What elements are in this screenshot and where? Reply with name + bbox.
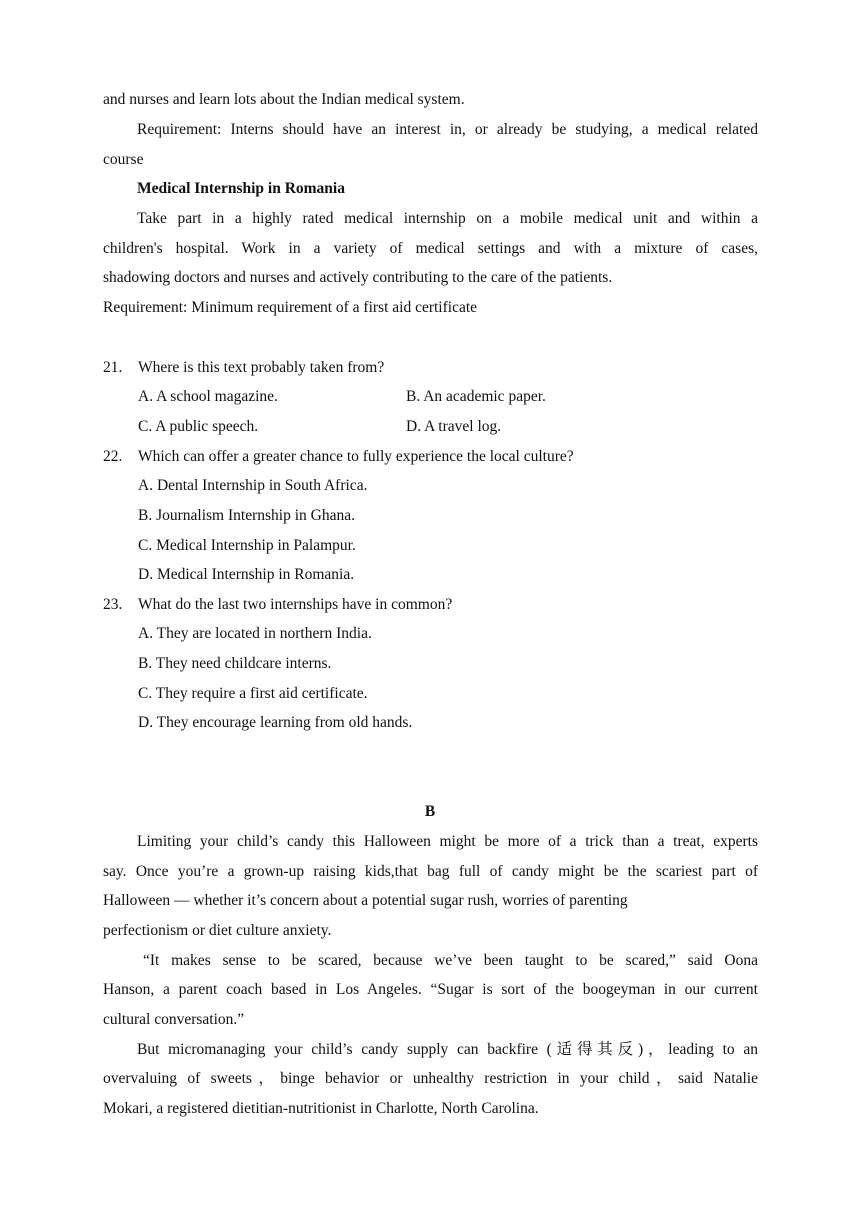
answer-option: B. They need childcare interns.	[138, 655, 332, 672]
answer-option: B. An academic paper.	[406, 388, 546, 405]
paragraph-line: “It makes sense to be scared, because we’ve been taught to be scared,” said Oona	[143, 952, 758, 969]
answer-option: A. A school magazine.	[138, 388, 278, 405]
paragraph-line: say. Once you’re a grown-up raising kids,that bag full of candy might be the scariest part of	[103, 863, 758, 880]
paragraph-line: Hanson, a parent coach based in Los Angeles. “Sugar is sort of the boogeyman in our current	[103, 981, 758, 998]
question-stem: What do the last two internships have in common?	[138, 596, 453, 613]
paragraph-line: Halloween — whether it’s concern about a potential sugar rush, worries of parenting	[103, 892, 628, 909]
text-line: and nurses and learn lots about the Indian medical system.	[103, 91, 465, 108]
answer-option: D. A travel log.	[406, 418, 502, 435]
paragraph-line: Mokari, a registered dietitian-nutritionist in Charlotte, North Carolina.	[103, 1100, 539, 1117]
answer-option: C. A public speech.	[138, 418, 259, 435]
section-label: B	[424, 803, 436, 820]
paragraph-line: perfectionism or diet culture anxiety.	[103, 922, 332, 939]
requirement-line: Requirement: Minimum requirement of a first aid certificate	[103, 299, 478, 316]
paragraph-line: cultural conversation.”	[103, 1011, 245, 1028]
question-number: 22.	[103, 448, 123, 465]
question-stem: Which can offer a greater chance to fully experience the local culture?	[138, 448, 574, 465]
answer-option: A. Dental Internship in South Africa.	[138, 477, 368, 494]
question-number: 23.	[103, 596, 123, 613]
answer-option: C. They require a first aid certificate.	[138, 685, 368, 702]
answer-option: C. Medical Internship in Palampur.	[138, 537, 356, 554]
paragraph-line: Take part in a highly rated medical internship on a mobile medical unit and within a	[137, 210, 758, 227]
paragraph-line: Limiting your child’s candy this Halloween might be more of a trick than a treat, experts	[137, 833, 758, 850]
paragraph-line: children's hospital. Work in a variety of medical settings and with a mixture of cases,	[103, 240, 758, 257]
section-heading: Medical Internship in Romania	[137, 180, 345, 197]
answer-option: B. Journalism Internship in Ghana.	[138, 507, 355, 524]
question-stem: Where is this text probably taken from?	[138, 359, 385, 376]
paragraph-line: shadowing doctors and nurses and actively contributing to the care of the patients.	[103, 269, 613, 286]
answer-option: A. They are located in northern India.	[138, 625, 372, 642]
paragraph-line: But micromanaging your child’s candy supply can backfire (适得其反)，leading to an	[137, 1041, 758, 1058]
requirement-line: course	[103, 151, 144, 168]
answer-option: D. Medical Internship in Romania.	[138, 566, 355, 583]
question-number: 21.	[103, 359, 123, 376]
paragraph-line: overvaluing of sweets，binge behavior or unhealthy restriction in your child，said Natalie	[103, 1070, 758, 1087]
answer-option: D. They encourage learning from old hands.	[138, 714, 413, 731]
requirement-line: Requirement: Interns should have an interest in, or already be studying, a medical related	[137, 121, 758, 138]
